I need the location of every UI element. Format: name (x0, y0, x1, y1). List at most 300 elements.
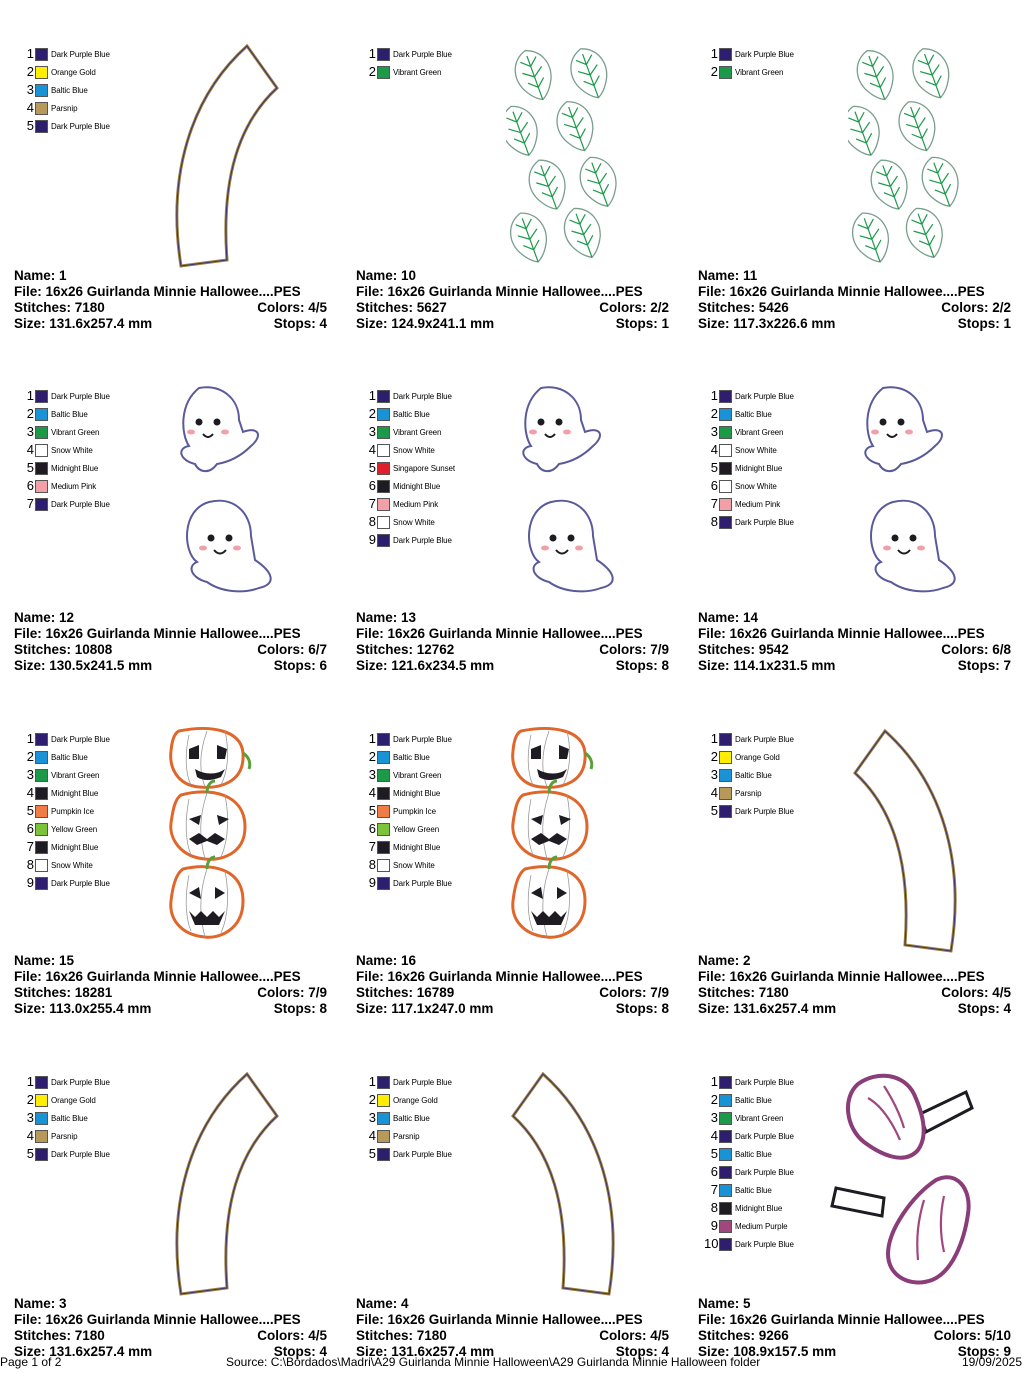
design-colors: Colors: 6/7 (257, 642, 327, 657)
color-swatch (35, 390, 48, 403)
design-file: File: 16x26 Guirlanda Minnie Hallowee....PES (356, 626, 643, 641)
color-name: Vibrant Green (51, 427, 100, 437)
color-list (704, 45, 794, 81)
color-index: 7 (368, 839, 376, 854)
color-swatch (377, 408, 390, 421)
color-index: 1 (710, 388, 718, 403)
color-index: 5 (26, 118, 34, 133)
color-index: 1 (368, 1074, 376, 1089)
color-name: Baltic Blue (393, 409, 430, 419)
color-name: Singapore Sunset (393, 463, 456, 473)
color-list-item (704, 1235, 794, 1253)
design-info (14, 610, 327, 674)
color-name: Snow White (393, 445, 435, 455)
color-list-item (704, 784, 794, 802)
design-name: Name: 13 (356, 610, 417, 625)
design-colors: Colors: 2/2 (599, 300, 669, 315)
color-name: Midnight Blue (735, 463, 783, 473)
color-list-item (704, 1109, 794, 1127)
color-list-item (362, 45, 452, 63)
color-name: Baltic Blue (735, 409, 772, 419)
color-index: 6 (710, 1164, 718, 1179)
color-list-item (362, 1145, 452, 1163)
color-index: 6 (26, 821, 34, 836)
color-name: Dark Purple Blue (51, 499, 110, 509)
design-file: File: 16x26 Guirlanda Minnie Hallowee....PES (356, 969, 643, 984)
color-swatch (719, 805, 732, 818)
color-swatch (35, 877, 48, 890)
color-index: 7 (368, 496, 376, 511)
color-swatch (719, 1076, 732, 1089)
color-swatch (35, 498, 48, 511)
design-stitches: Stitches: 7180 (698, 985, 789, 1000)
color-swatch (377, 841, 390, 854)
color-swatch (35, 480, 48, 493)
design-preview (506, 38, 636, 270)
color-name: Dark Purple Blue (735, 1239, 794, 1249)
color-name: Parsnip (51, 103, 78, 113)
color-name: Baltic Blue (51, 1113, 88, 1123)
color-name: Pumpkin Ice (51, 806, 94, 816)
color-index: 2 (26, 1092, 34, 1107)
color-name: Dark Purple Blue (735, 734, 794, 744)
color-list-item (362, 531, 455, 549)
color-list (362, 45, 452, 81)
design-card (356, 1046, 674, 1386)
color-swatch (35, 1076, 48, 1089)
color-list (362, 1073, 452, 1163)
design-preview (848, 38, 978, 270)
color-list-item (20, 477, 110, 495)
color-index: 10 (704, 1236, 719, 1251)
color-list-item (20, 766, 110, 784)
color-list-item (20, 856, 110, 874)
color-list-item (704, 45, 794, 63)
design-preview (159, 723, 289, 955)
design-stitches: Stitches: 7180 (14, 300, 105, 315)
color-name: Baltic Blue (393, 1113, 430, 1123)
color-name: Midnight Blue (51, 463, 99, 473)
color-list-item (362, 513, 455, 531)
color-list-item (20, 441, 110, 459)
color-swatch (377, 1076, 390, 1089)
color-name: Midnight Blue (51, 788, 99, 798)
color-list-item (20, 748, 110, 766)
design-info (698, 610, 1011, 674)
design-colors: Colors: 7/9 (257, 985, 327, 1000)
design-info (356, 1296, 669, 1360)
design-info (14, 268, 327, 332)
color-name: Medium Pink (393, 499, 439, 509)
color-list-item (20, 387, 110, 405)
color-index: 1 (26, 388, 34, 403)
color-index: 9 (26, 875, 34, 890)
color-list (20, 387, 110, 513)
color-list-item (20, 1091, 110, 1109)
design-stops: Stops: 7 (957, 658, 1011, 673)
color-name: Baltic Blue (735, 1185, 772, 1195)
color-name: Midnight Blue (51, 842, 99, 852)
color-index: 5 (26, 1146, 34, 1161)
color-list-item (704, 513, 794, 531)
color-swatch (719, 1220, 732, 1233)
design-name: Name: 12 (14, 610, 75, 625)
color-index: 8 (710, 1200, 718, 1215)
color-list-item (362, 1091, 452, 1109)
color-index: 4 (368, 1128, 376, 1143)
color-index: 7 (710, 1182, 718, 1197)
color-list-item (704, 1199, 794, 1217)
color-swatch (35, 66, 48, 79)
design-size: Size: 113.0x255.4 mm (14, 1001, 152, 1016)
design-preview (843, 723, 973, 955)
color-index: 7 (710, 496, 718, 511)
color-swatch (377, 787, 390, 800)
design-stops: Stops: 8 (615, 658, 669, 673)
color-name: Dark Purple Blue (51, 878, 110, 888)
color-name: Dark Purple Blue (51, 1077, 110, 1087)
design-name: Name: 4 (356, 1296, 409, 1311)
color-swatch (35, 823, 48, 836)
design-info (356, 268, 669, 332)
design-file: File: 16x26 Guirlanda Minnie Hallowee....PES (698, 1312, 985, 1327)
color-list (704, 1073, 794, 1253)
color-list-item (20, 63, 110, 81)
color-index: 8 (26, 857, 34, 872)
design-name: Name: 10 (356, 268, 417, 283)
design-card (14, 360, 332, 700)
color-name: Snow White (393, 517, 435, 527)
color-index: 3 (26, 82, 34, 97)
color-swatch (377, 498, 390, 511)
color-index: 2 (26, 406, 34, 421)
color-name: Snow White (51, 860, 93, 870)
color-name: Dark Purple Blue (735, 49, 794, 59)
color-index: 2 (710, 64, 718, 79)
color-swatch (719, 444, 732, 457)
color-index: 3 (710, 424, 718, 439)
color-index: 5 (26, 460, 34, 475)
color-list-item (20, 730, 110, 748)
color-swatch (719, 1238, 732, 1251)
color-name: Baltic Blue (51, 85, 88, 95)
color-list-item (362, 784, 452, 802)
design-stops: Stops: 4 (615, 1344, 669, 1359)
design-colors: Colors: 4/5 (599, 1328, 669, 1343)
color-list-item (20, 1145, 110, 1163)
design-card (14, 1046, 332, 1386)
design-stops: Stops: 4 (273, 316, 327, 331)
color-list-item (362, 802, 452, 820)
color-swatch (719, 751, 732, 764)
design-size: Size: 121.6x234.5 mm (356, 658, 495, 673)
color-index: 4 (710, 785, 718, 800)
color-index: 2 (26, 64, 34, 79)
design-stitches: Stitches: 10808 (14, 642, 113, 657)
color-list-item (362, 423, 455, 441)
color-list-item (20, 45, 110, 63)
color-index: 2 (710, 406, 718, 421)
design-name: Name: 15 (14, 953, 75, 968)
color-list (20, 730, 110, 892)
design-preview (159, 38, 289, 270)
color-name: Vibrant Green (735, 67, 784, 77)
color-index: 1 (26, 1074, 34, 1089)
color-index: 5 (710, 1146, 718, 1161)
color-name: Baltic Blue (735, 1095, 772, 1105)
color-swatch (35, 120, 48, 133)
design-preview (501, 1066, 631, 1298)
design-stitches: Stitches: 16789 (356, 985, 455, 1000)
color-swatch (719, 480, 732, 493)
design-stitches: Stitches: 12762 (356, 642, 455, 657)
color-index: 1 (368, 46, 376, 61)
color-list-item (20, 405, 110, 423)
color-name: Dark Purple Blue (51, 391, 110, 401)
color-swatch (35, 1148, 48, 1161)
color-name: Dark Purple Blue (393, 535, 452, 545)
color-index: 6 (368, 821, 376, 836)
color-swatch (719, 1130, 732, 1143)
color-list-item (362, 477, 455, 495)
design-stitches: Stitches: 18281 (14, 985, 113, 1000)
design-stops: Stops: 6 (273, 658, 327, 673)
color-name: Midnight Blue (393, 481, 441, 491)
color-name: Vibrant Green (393, 770, 442, 780)
color-list-item (362, 766, 452, 784)
color-index: 4 (368, 785, 376, 800)
color-index: 6 (26, 478, 34, 493)
color-list-item (704, 1181, 794, 1199)
color-index: 9 (710, 1218, 718, 1233)
color-list-item (704, 459, 794, 477)
color-swatch (377, 1148, 390, 1161)
color-swatch (35, 84, 48, 97)
color-index: 1 (710, 731, 718, 746)
design-preview (159, 380, 289, 612)
design-file: File: 16x26 Guirlanda Minnie Hallowee....PES (356, 284, 643, 299)
design-stitches: Stitches: 9266 (698, 1328, 789, 1343)
color-swatch (719, 787, 732, 800)
color-name: Dark Purple Blue (51, 1149, 110, 1159)
color-name: Dark Purple Blue (735, 1167, 794, 1177)
color-swatch (377, 390, 390, 403)
design-info (14, 1296, 327, 1360)
design-stitches: Stitches: 9542 (698, 642, 789, 657)
design-size: Size: 124.9x241.1 mm (356, 316, 495, 331)
color-list (20, 45, 110, 135)
color-index: 2 (26, 749, 34, 764)
color-index: 4 (26, 100, 34, 115)
color-name: Vibrant Green (393, 427, 442, 437)
color-name: Midnight Blue (393, 788, 441, 798)
design-file: File: 16x26 Guirlanda Minnie Hallowee....PES (14, 284, 301, 299)
color-list-item (704, 802, 794, 820)
color-index: 1 (26, 731, 34, 746)
color-swatch (35, 859, 48, 872)
color-swatch (719, 426, 732, 439)
color-index: 8 (710, 514, 718, 529)
color-list-item (20, 1109, 110, 1127)
color-swatch (719, 408, 732, 421)
design-card (698, 1046, 1016, 1386)
color-index: 6 (710, 478, 718, 493)
color-swatch (719, 498, 732, 511)
page-footer (0, 1354, 1024, 1370)
color-list (362, 387, 455, 549)
color-list-item (20, 1073, 110, 1091)
color-index: 3 (710, 767, 718, 782)
color-name: Dark Purple Blue (735, 1131, 794, 1141)
design-stops: Stops: 1 (957, 316, 1011, 331)
color-index: 3 (368, 1110, 376, 1125)
color-list-item (362, 730, 452, 748)
color-swatch (35, 805, 48, 818)
color-list-item (704, 387, 794, 405)
color-list-item (704, 748, 794, 766)
design-card (14, 18, 332, 358)
design-info (698, 1296, 1011, 1360)
color-list-item (362, 820, 452, 838)
color-index: 2 (710, 749, 718, 764)
color-list-item (704, 423, 794, 441)
color-name: Parsnip (393, 1131, 420, 1141)
color-name: Medium Purple (735, 1221, 788, 1231)
color-swatch (35, 426, 48, 439)
design-stitches: Stitches: 5627 (356, 300, 447, 315)
color-list-item (704, 477, 794, 495)
design-name: Name: 16 (356, 953, 417, 968)
color-list-item (20, 117, 110, 135)
color-swatch (377, 751, 390, 764)
color-list-item (704, 1163, 794, 1181)
color-swatch (377, 48, 390, 61)
color-list-item (362, 874, 452, 892)
color-name: Dark Purple Blue (735, 1077, 794, 1087)
print-date: 19/09/2025 (961, 1355, 1022, 1369)
design-size: Size: 131.6x257.4 mm (698, 1001, 837, 1016)
color-list-item (20, 874, 110, 892)
design-stops: Stops: 1 (615, 316, 669, 331)
design-colors: Colors: 7/9 (599, 985, 669, 1000)
color-name: Dark Purple Blue (51, 121, 110, 131)
color-swatch (377, 1130, 390, 1143)
color-list-item (704, 1127, 794, 1145)
color-list (704, 387, 794, 531)
color-swatch (35, 769, 48, 782)
color-index: 3 (26, 767, 34, 782)
color-index: 1 (710, 1074, 718, 1089)
color-name: Dark Purple Blue (393, 49, 452, 59)
color-swatch (377, 426, 390, 439)
color-swatch (35, 787, 48, 800)
color-index: 2 (368, 749, 376, 764)
color-swatch (719, 1166, 732, 1179)
design-colors: Colors: 7/9 (599, 642, 669, 657)
design-size: Size: 130.5x241.5 mm (14, 658, 153, 673)
design-stops: Stops: 8 (273, 1001, 327, 1016)
color-list-item (362, 838, 452, 856)
color-name: Parsnip (51, 1131, 78, 1141)
color-index: 7 (26, 496, 34, 511)
color-list-item (362, 441, 455, 459)
design-file: File: 16x26 Guirlanda Minnie Hallowee....PES (14, 626, 301, 641)
color-name: Baltic Blue (735, 1149, 772, 1159)
color-list-item (704, 1217, 794, 1235)
design-info (14, 953, 327, 1017)
design-stops: Stops: 4 (273, 1344, 327, 1359)
design-file: File: 16x26 Guirlanda Minnie Hallowee....PES (356, 1312, 643, 1327)
color-index: 5 (368, 803, 376, 818)
color-list-item (704, 766, 794, 784)
design-preview (501, 380, 631, 612)
color-swatch (377, 480, 390, 493)
color-swatch (35, 462, 48, 475)
design-info (698, 268, 1011, 332)
color-name: Dark Purple Blue (51, 49, 110, 59)
design-name: Name: 2 (698, 953, 751, 968)
color-index: 4 (26, 442, 34, 457)
color-list-item (704, 730, 794, 748)
design-size: Size: 131.6x257.4 mm (14, 316, 153, 331)
color-list-item (20, 423, 110, 441)
color-swatch (377, 859, 390, 872)
color-list-item (704, 1073, 794, 1091)
design-colors: Colors: 6/8 (941, 642, 1011, 657)
design-card (698, 360, 1016, 700)
design-size: Size: 117.1x247.0 mm (356, 1001, 494, 1016)
color-swatch (35, 408, 48, 421)
design-preview (501, 723, 631, 955)
color-swatch (377, 462, 390, 475)
color-swatch (35, 733, 48, 746)
design-preview (159, 1066, 289, 1298)
design-card (356, 360, 674, 700)
design-stops: Stops: 4 (957, 1001, 1011, 1016)
design-preview (843, 380, 973, 612)
color-name: Dark Purple Blue (735, 391, 794, 401)
design-file: File: 16x26 Guirlanda Minnie Hallowee....PES (14, 969, 301, 984)
design-stops: Stops: 9 (957, 1344, 1011, 1359)
color-swatch (377, 66, 390, 79)
color-index: 4 (26, 1128, 34, 1143)
color-name: Dark Purple Blue (393, 1077, 452, 1087)
color-swatch (35, 751, 48, 764)
color-list-item (704, 63, 794, 81)
design-name: Name: 11 (698, 268, 758, 283)
color-list-item (20, 81, 110, 99)
color-swatch (377, 444, 390, 457)
color-name: Dark Purple Blue (51, 734, 110, 744)
color-name: Dark Purple Blue (393, 734, 452, 744)
color-name: Baltic Blue (51, 409, 88, 419)
color-swatch (719, 1148, 732, 1161)
color-name: Baltic Blue (393, 752, 430, 762)
color-index: 8 (368, 514, 376, 529)
color-index: 2 (368, 64, 376, 79)
design-card (698, 18, 1016, 358)
color-index: 7 (26, 839, 34, 854)
design-colors: Colors: 4/5 (257, 300, 327, 315)
color-swatch (719, 733, 732, 746)
color-name: Orange Gold (51, 67, 96, 77)
color-swatch (35, 102, 48, 115)
color-list-item (362, 1109, 452, 1127)
color-swatch (719, 1094, 732, 1107)
color-swatch (719, 1184, 732, 1197)
color-index: 1 (368, 731, 376, 746)
color-index: 5 (368, 460, 376, 475)
